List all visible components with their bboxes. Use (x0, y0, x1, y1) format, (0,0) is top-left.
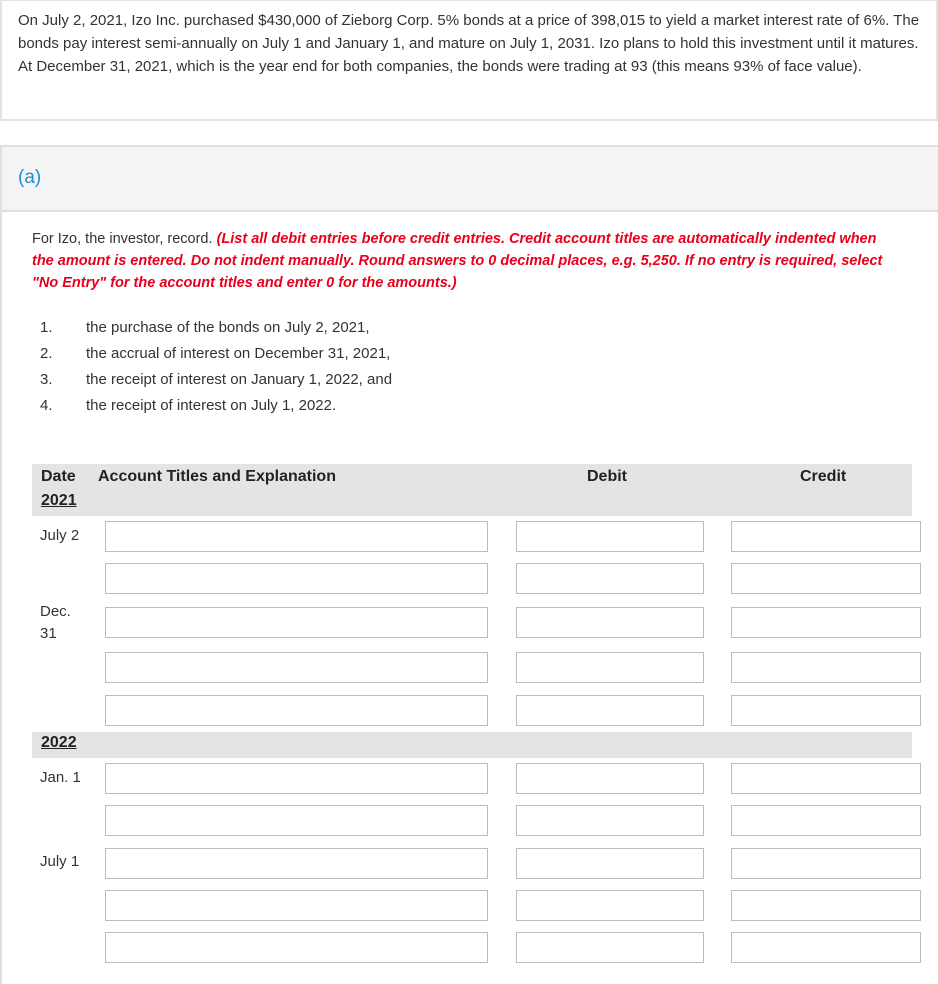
item-text: the receipt of interest on July 1, 2022. (86, 397, 337, 414)
task-list (40, 318, 392, 422)
instruction-text: For Izo, the investor, record. (32, 231, 213, 247)
item-number: 4. (40, 397, 53, 414)
date-label: Dec. (40, 603, 71, 620)
header-credit: Credit (800, 468, 847, 485)
divider (0, 212, 2, 984)
table-header (32, 464, 912, 516)
credit-input[interactable] (731, 607, 921, 638)
debit-input[interactable] (516, 805, 704, 836)
list-item (40, 396, 392, 422)
item-text: the accrual of interest on December 31, 2021, (86, 345, 391, 362)
year-band (32, 732, 912, 758)
problem-statement: On July 2, 2021, Izo Inc. purchased $430,000 of Zieborg Corp. 5% bonds at a price of 398,015 to yield a market interest rate of 6%. The bonds pay interest semi-annually on July 1 and January 1, and mature on July 1, 2031. Izo plans to hold this investment until it matures. At December 31, 2021, which is the year end for both companies, the bonds were trading at 93 (this means 93% of face value). (0, 0, 938, 121)
date-label: 31 (40, 625, 57, 642)
date-label: July 1 (40, 853, 80, 870)
account-title-input[interactable] (105, 695, 488, 726)
debit-input[interactable] (516, 563, 704, 594)
item-text: the purchase of the bonds on July 2, 2021, (86, 319, 370, 336)
list-item (40, 318, 392, 344)
date-label: July 2 (40, 527, 80, 544)
account-title-input[interactable] (105, 805, 488, 836)
list-item (40, 344, 392, 370)
item-text: the receipt of interest on January 1, 2022, and (86, 371, 393, 388)
debit-input[interactable] (516, 763, 704, 794)
credit-input[interactable] (731, 932, 921, 963)
debit-input[interactable] (516, 848, 704, 879)
debit-input[interactable] (516, 607, 704, 638)
account-title-input[interactable] (105, 763, 488, 794)
credit-input[interactable] (731, 695, 921, 726)
account-title-input[interactable] (105, 890, 488, 921)
date-label: Jan. 1 (40, 769, 81, 786)
instruction-red: (List all debit entries before credit entries. Credit account titles are automatically indented when the amount is entered. Do not indent manually. Round answers to 0 decimal places, e.g. 5,250. If no entry is required, select "No Entry" for the account titles and enter 0 for the amounts.) (32, 231, 883, 291)
account-title-input[interactable] (105, 932, 488, 963)
account-title-input[interactable] (105, 521, 488, 552)
credit-input[interactable] (731, 763, 921, 794)
debit-input[interactable] (516, 521, 704, 552)
header-account: Account Titles and Explanation (98, 468, 336, 485)
account-title-input[interactable] (105, 652, 488, 683)
year-2021: 2021 (41, 492, 77, 509)
account-title-input[interactable] (105, 563, 488, 594)
list-item (40, 370, 392, 396)
item-number: 3. (40, 371, 53, 388)
credit-input[interactable] (731, 563, 921, 594)
item-number: 2. (40, 345, 53, 362)
credit-input[interactable] (731, 890, 921, 921)
debit-input[interactable] (516, 890, 704, 921)
credit-input[interactable] (731, 521, 921, 552)
year-2022: 2022 (41, 734, 77, 751)
header-date: Date (41, 468, 76, 485)
section-header (0, 145, 938, 212)
credit-input[interactable] (731, 805, 921, 836)
instructions (32, 228, 892, 294)
credit-input[interactable] (731, 652, 921, 683)
credit-input[interactable] (731, 848, 921, 879)
section-label: (a) (18, 167, 42, 188)
header-debit: Debit (587, 468, 627, 485)
debit-input[interactable] (516, 695, 704, 726)
account-title-input[interactable] (105, 607, 488, 638)
debit-input[interactable] (516, 932, 704, 963)
account-title-input[interactable] (105, 848, 488, 879)
item-number: 1. (40, 319, 53, 336)
debit-input[interactable] (516, 652, 704, 683)
